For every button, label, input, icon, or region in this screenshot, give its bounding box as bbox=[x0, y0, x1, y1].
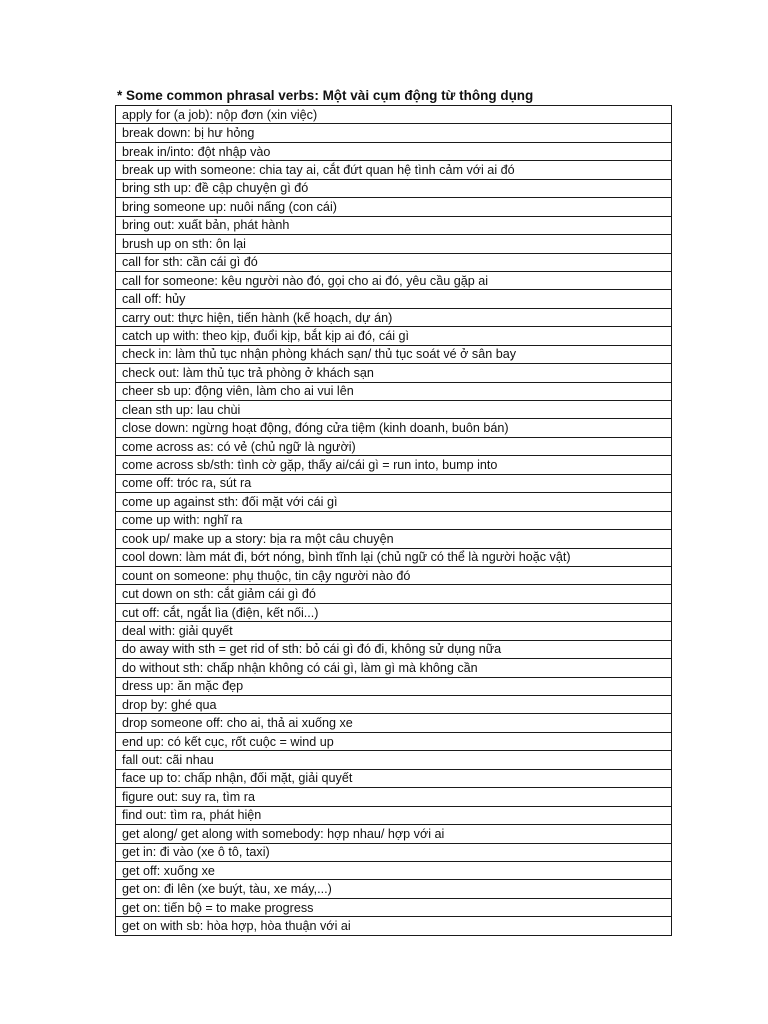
phrasal-verb-cell: break in/into: đột nhập vào bbox=[116, 142, 672, 160]
phrasal-verb-cell: deal with: giải quyết bbox=[116, 622, 672, 640]
table-row bbox=[116, 124, 672, 142]
table-row bbox=[116, 401, 672, 419]
phrasal-verb-cell: come across as: có vẻ (chủ ngữ là người) bbox=[116, 437, 672, 455]
table-row bbox=[116, 235, 672, 253]
table-row bbox=[116, 659, 672, 677]
phrasal-verb-cell: catch up with: theo kịp, đuổi kịp, bắt kịp ai đó, cái gì bbox=[116, 327, 672, 345]
phrasal-verb-cell: figure out: suy ra, tìm ra bbox=[116, 788, 672, 806]
phrasal-verb-cell: fall out: cãi nhau bbox=[116, 751, 672, 769]
table-row bbox=[116, 327, 672, 345]
phrasal-verb-cell: cheer sb up: động viên, làm cho ai vui lên bbox=[116, 382, 672, 400]
table-row bbox=[116, 271, 672, 289]
phrasal-verb-cell: cook up/ make up a story: bịa ra một câu chuyện bbox=[116, 530, 672, 548]
table-row bbox=[116, 290, 672, 308]
table-row bbox=[116, 640, 672, 658]
phrasal-verb-cell: do without sth: chấp nhận không có cái gì, làm gì mà không cần bbox=[116, 659, 672, 677]
table-row bbox=[116, 603, 672, 621]
table-row bbox=[116, 419, 672, 437]
table-row bbox=[116, 179, 672, 197]
table-row bbox=[116, 106, 672, 124]
table-row bbox=[116, 677, 672, 695]
phrasal-verb-cell: cool down: làm mát đi, bớt nóng, bình tĩnh lại (chủ ngữ có thể là người hoặc vật) bbox=[116, 548, 672, 566]
table-row bbox=[116, 788, 672, 806]
table-row bbox=[116, 161, 672, 179]
phrasal-verb-cell: end up: có kết cục, rốt cuộc = wind up bbox=[116, 732, 672, 750]
table-row bbox=[116, 696, 672, 714]
phrasal-verb-cell: cut down on sth: cắt giảm cái gì đó bbox=[116, 585, 672, 603]
phrasal-verb-cell: get on: đi lên (xe buýt, tàu, xe máy,...) bbox=[116, 880, 672, 898]
table-row bbox=[116, 474, 672, 492]
phrasal-verb-cell: drop someone off: cho ai, thả ai xuống xe bbox=[116, 714, 672, 732]
table-row bbox=[116, 142, 672, 160]
phrasal-verb-cell: cut off: cắt, ngắt lìa (điện, kết nối...) bbox=[116, 603, 672, 621]
phrasal-verb-cell: come up with: nghĩ ra bbox=[116, 511, 672, 529]
phrasal-verb-cell: carry out: thực hiện, tiến hành (kế hoạch, dự án) bbox=[116, 308, 672, 326]
phrasal-verb-cell: break up with someone: chia tay ai, cắt đứt quan hệ tình cảm với ai đó bbox=[116, 161, 672, 179]
phrasal-verb-table-body bbox=[116, 106, 672, 936]
table-row bbox=[116, 880, 672, 898]
table-row bbox=[116, 456, 672, 474]
table-row bbox=[116, 216, 672, 234]
phrasal-verb-cell: bring someone up: nuôi nấng (con cái) bbox=[116, 198, 672, 216]
table-row bbox=[116, 437, 672, 455]
phrasal-verb-cell: get along/ get along with somebody: hợp nhau/ hợp với ai bbox=[116, 825, 672, 843]
table-row bbox=[116, 493, 672, 511]
phrasal-verb-cell: come off: tróc ra, sút ra bbox=[116, 474, 672, 492]
phrasal-verb-cell: get off: xuống xe bbox=[116, 861, 672, 879]
phrasal-verb-table bbox=[115, 105, 672, 936]
table-row bbox=[116, 825, 672, 843]
phrasal-verb-cell: dress up: ăn mặc đẹp bbox=[116, 677, 672, 695]
phrasal-verb-cell: come across sb/sth: tình cờ gặp, thấy ai/cái gì = run into, bump into bbox=[116, 456, 672, 474]
phrasal-verb-cell: bring out: xuất bản, phát hành bbox=[116, 216, 672, 234]
table-row bbox=[116, 364, 672, 382]
table-row bbox=[116, 566, 672, 584]
table-row bbox=[116, 898, 672, 916]
phrasal-verb-cell: break down: bị hư hỏng bbox=[116, 124, 672, 142]
table-row bbox=[116, 861, 672, 879]
phrasal-verb-cell: brush up on sth: ôn lại bbox=[116, 235, 672, 253]
phrasal-verb-cell: check in: làm thủ tục nhận phòng khách sạn/ thủ tục soát vé ở sân bay bbox=[116, 345, 672, 363]
phrasal-verb-cell: call off: hủy bbox=[116, 290, 672, 308]
phrasal-verb-cell: clean sth up: lau chùi bbox=[116, 401, 672, 419]
phrasal-verb-cell: check out: làm thủ tục trả phòng ở khách sạn bbox=[116, 364, 672, 382]
phrasal-verb-cell: do away with sth = get rid of sth: bỏ cái gì đó đi, không sử dụng nữa bbox=[116, 640, 672, 658]
phrasal-verb-cell: call for sth: cần cái gì đó bbox=[116, 253, 672, 271]
table-row bbox=[116, 806, 672, 824]
table-row bbox=[116, 769, 672, 787]
phrasal-verb-cell: apply for (a job): nộp đơn (xin việc) bbox=[116, 106, 672, 124]
table-row bbox=[116, 511, 672, 529]
table-row bbox=[116, 308, 672, 326]
phrasal-verb-cell: count on someone: phụ thuộc, tin cậy người nào đó bbox=[116, 566, 672, 584]
phrasal-verb-cell: bring sth up: đề cập chuyện gì đó bbox=[116, 179, 672, 197]
table-row bbox=[116, 843, 672, 861]
table-row bbox=[116, 198, 672, 216]
table-row bbox=[116, 548, 672, 566]
phrasal-verb-cell: close down: ngừng hoạt động, đóng cửa tiệm (kinh doanh, buôn bán) bbox=[116, 419, 672, 437]
phrasal-verb-cell: get on with sb: hòa hợp, hòa thuận với ai bbox=[116, 917, 672, 935]
table-row bbox=[116, 732, 672, 750]
table-row bbox=[116, 917, 672, 935]
table-row bbox=[116, 585, 672, 603]
phrasal-verb-cell: drop by: ghé qua bbox=[116, 696, 672, 714]
table-row bbox=[116, 382, 672, 400]
phrasal-verb-cell: come up against sth: đối mặt với cái gì bbox=[116, 493, 672, 511]
table-row bbox=[116, 714, 672, 732]
phrasal-verb-cell: get in: đi vào (xe ô tô, taxi) bbox=[116, 843, 672, 861]
table-row bbox=[116, 622, 672, 640]
phrasal-verb-cell: get on: tiến bộ = to make progress bbox=[116, 898, 672, 916]
table-row bbox=[116, 345, 672, 363]
table-row bbox=[116, 253, 672, 271]
phrasal-verb-cell: face up to: chấp nhận, đối mặt, giải quyết bbox=[116, 769, 672, 787]
phrasal-verb-cell: call for someone: kêu người nào đó, gọi cho ai đó, yêu cầu gặp ai bbox=[116, 271, 672, 289]
document-title: * Some common phrasal verbs: Một vài cụm động từ thông dụng bbox=[117, 88, 534, 103]
table-row bbox=[116, 751, 672, 769]
table-row bbox=[116, 530, 672, 548]
phrasal-verb-cell: find out: tìm ra, phát hiện bbox=[116, 806, 672, 824]
